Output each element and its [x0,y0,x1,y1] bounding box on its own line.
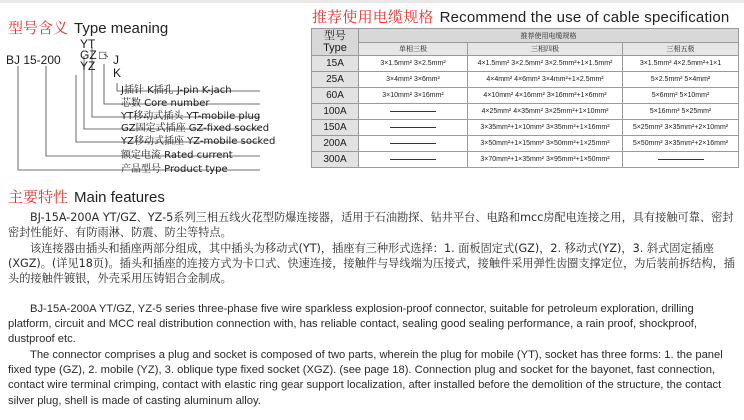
empty-dash [390,159,436,160]
cell-five: 5×16mm² 5×25mm² [623,104,739,120]
features-p1-text: BJ-15A-200A YT/GZ、YZ-5系列三相五线火花型防爆连接器，适用于石油勘探、钻井平台、电路和mcc房配电连接之用，具有接触可靠、密封密封性能好、有防雨淋、防震、防尘等特点。 [8,211,734,240]
type-meaning-title-cn: 型号含义 [8,19,69,37]
features-paragraph-3-en [8,302,736,348]
cell-four: 3×35mm²+1×10mm² 3×35mm²+1×16mm² [468,120,623,136]
cell-five: 5×50mm² 3×35mm²+2×16mm² [623,136,739,152]
cell-five: 5×6mm² 5×10mm² [623,88,739,104]
empty-dash [658,159,704,160]
header-type-en: Type [323,42,347,54]
main-features-title [8,186,165,207]
cell-four: 4×10mm² 4×16mm² 3×16mm²+1×6mm² [468,88,623,104]
main-features-title-cn: 主要特性 [8,188,69,206]
row-type: 200A [312,136,359,152]
cell-single-empty [359,136,468,152]
header-recommend: 推荐使用电缆规格 [359,29,739,43]
cable-spec-title-cn: 推荐使用电缆规格 [312,8,434,26]
row-type: 150A [312,120,359,136]
cell-single-empty [359,120,468,136]
cable-spec-title [312,6,729,27]
header-type [312,29,359,56]
table-row [312,136,739,152]
code-core-box: □ [99,48,107,62]
table-row [312,56,739,72]
features-p3-text: BJ-15A-200A YT/GZ, YZ-5 series three-phase five wire sparkless explosion-proof connector, suitable for petroleum exploration, drilling platform, circuit and MCC real distribution connection with, has reliable contact, sealing good sealing performance, a rain proof, shockproof, dustproof etc. [8,303,698,346]
cable-spec-table [311,28,739,168]
header-col-four: 三相四极 [468,43,623,56]
table-row [312,88,739,104]
row-type: 15A [312,56,359,72]
cell-five: 5×2.5mm² 5×4mm² [623,72,739,88]
cell-single-empty [359,104,468,120]
table-row [312,152,739,168]
row-type: 100A [312,104,359,120]
header-col-five: 三相五极 [623,43,739,56]
cell-four: 3×70mm²+1×35mm² 3×95mm²+1×50mm² [468,152,623,168]
row-type: 25A [312,72,359,88]
features-paragraph-4-en [8,348,736,409]
code-yt: YT [80,37,96,51]
cable-spec-title-en: Recommend the use of cable specification [439,9,730,26]
cell-single: 3×10mm² 3×16mm² [359,88,468,104]
table-row [312,120,739,136]
meaning-item-pin: J插针 K插孔 J-pin K-jach [121,85,232,96]
cell-single: 3×4mm² 3×6mm² [359,72,468,88]
meaning-item-product: 产品型号 Product type [121,164,228,175]
code-yz: YZ [80,59,96,73]
cell-five-empty [623,152,739,168]
cell-five: 5×25mm² 3×35mm²+2×10mm² [623,120,739,136]
meaning-item-yt: YT移动式插头 YT-mobile plug [121,111,261,122]
empty-dash [390,111,436,112]
code-k: K [113,66,122,80]
meaning-item-core: 芯数 Core number [121,98,210,109]
meaning-item-current: 额定电流 Rated current [121,150,233,161]
empty-dash [390,143,436,144]
features-p4-text: The connector comprises a plug and socket is composed of two parts, wherein the plug for mobile (YT), socket has three forms: 1. the panel fixed type (GZ), 2. mobile (YZ), 3. oblique type fixed socket (XGZ). (see page 18). Connection plug and socket for the bayonet, fast connection, contact wire terminal crimping, contact with elastic ring gear support localization, after installed before the demolition of the structure, the contact silver plug, shell is made of casting aluminum alloy. [8,349,723,407]
cell-four: 4×25mm² 4×35mm² 3×25mm²+1×10mm² [468,104,623,120]
row-type: 300A [312,152,359,168]
table-row [312,104,739,120]
features-p2-text: 该连接器由插头和插座两部分组成，其中插头为移动式(YT)，插座有三种形式选择：1. 面板固定式(GZ)，2. 移动式(YZ)，3. 斜式固定插座(XGZ)。(详见18页)。插头和插座的连接方式为卡口式、快速连接，接触件与导线端为压接式，接触件采用弹性齿圈支撑定位，为后装前拆结构，插头的接触件镀银，外壳采用压铸铝合金制成。 [8,242,735,286]
cell-four: 3×50mm²+1×15mm² 3×50mm²+1×25mm² [468,136,623,152]
features-paragraph-1-cn [8,210,736,240]
table-row [312,72,739,88]
cell-single: 3×1.5mm² 3×2.5mm² [359,56,468,72]
row-type: 60A [312,88,359,104]
cell-five: 3×1.5mm² 4×2.5mm²+1×1 [623,56,739,72]
features-paragraph-2-cn [8,241,736,287]
main-features-title-en: Main features [74,189,165,206]
meaning-item-yz: YZ移动式插座 YZ-mobile socked [121,136,276,147]
cell-four: 4×4mm² 4×6mm² 3×4mm²+1×2.5mm² [468,72,623,88]
header-col-single: 单相三极 [359,43,468,56]
code-j: J [113,53,119,67]
code-gz: GZ [80,48,97,62]
empty-dash [390,127,436,128]
cell-single-empty [359,152,468,168]
cell-four: 4×1.5mm² 3×2.5mm² 3×2.5mm²+1×1.5mm² [468,56,623,72]
type-code-diagram [0,0,310,185]
header-type-cn: 型号 [324,30,346,42]
code-prefix: BJ 15-200 [6,53,61,67]
type-meaning-title-en: Type meaning [74,20,169,37]
meaning-item-gz: GZ固定式插座 GZ-fixed socked [121,123,270,134]
